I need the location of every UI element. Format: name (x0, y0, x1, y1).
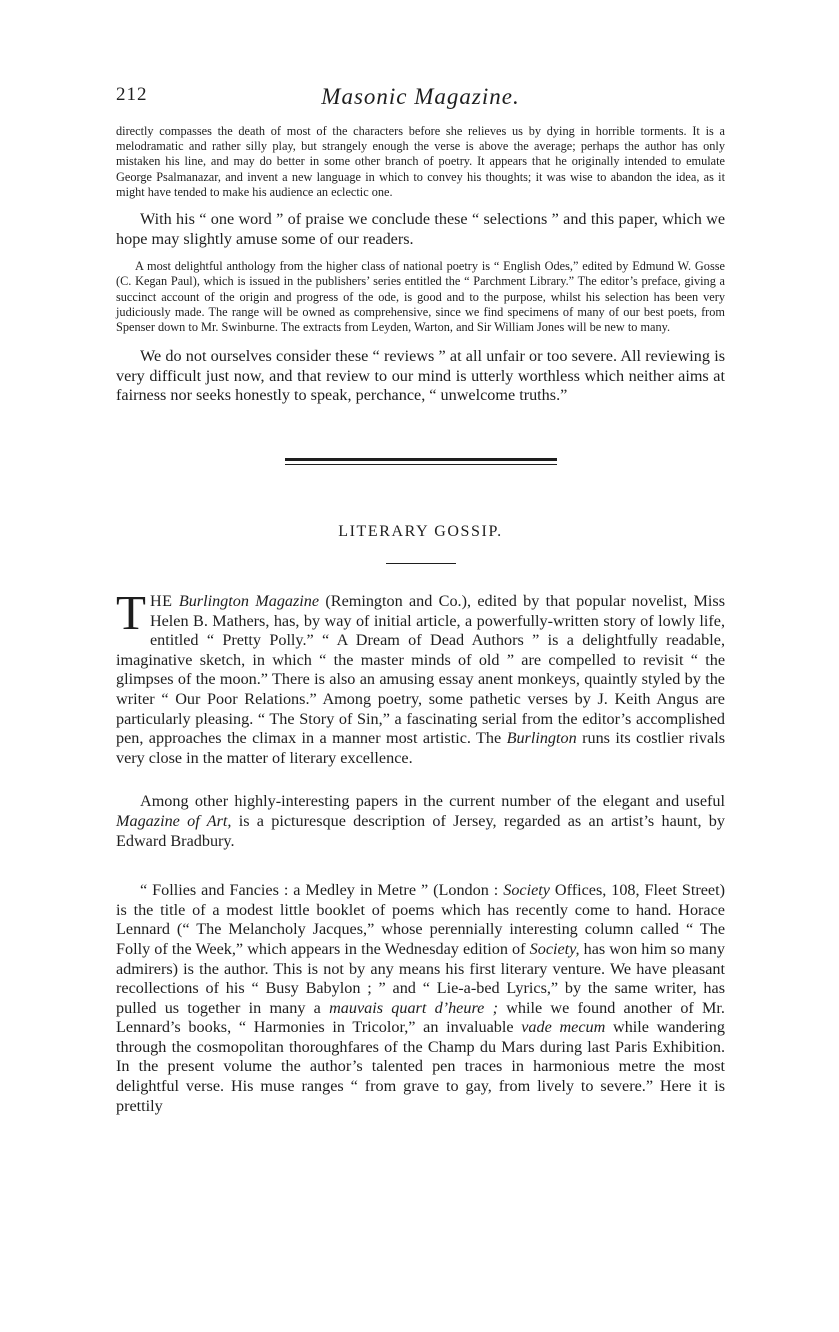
art-text-1: Among other highly-interesting papers in the current number of the elegant and useful (140, 792, 725, 811)
italic-vade-mecum: vade mecum (521, 1018, 606, 1037)
divider-thick-rule (285, 458, 557, 461)
heading-underline (386, 563, 456, 564)
section-heading: LITERARY GOSSIP. (338, 523, 503, 540)
page-number: 212 (116, 84, 148, 105)
divider-thin-rule (285, 464, 557, 465)
section-divider (285, 458, 557, 465)
follies-text-2: Offices, 108, Fleet Street) is the title of a modest little booklet of poems which has recently come to hand. Horace Lennard (“ The Melancholy Jacques,” whose perennially interesting column called “ The Folly of the Week,” which appears in the Wednesday edition of (116, 881, 725, 958)
reviewing-remark-paragraph: We do not ourselves consider these “ reviews ” at all unfair or too severe. All reviewing is very difficult just now, and that review to our mind is utterly worthless which neither aims at fairness nor seeks honestly to speak, perchance, “ unwelcome truths.” (116, 347, 725, 405)
italic-mauvais-quart: mauvais quart d’heure ; (329, 998, 498, 1017)
page-header (116, 84, 725, 124)
gossip-paragraph-magazine-of-art (116, 792, 725, 851)
gossip-paragraph-follies-and-fancies (116, 881, 725, 1116)
italic-society-1: Society (503, 881, 550, 900)
burlington-text-1: (Remington and Co.), edited by that popular novelist, Miss Helen B. Mathers, has, by way of initial article, a powerfully-written story of lowly life, entitled “ Pretty Polly.” “ A Dream of Dead Authors ” is a delightfully readable, imaginative sketch, in which “ the master minds of old ” are compelled to revisit “ the glimpses of the moon.” There is also an amusing essay anent monkeys, quaintly styled by the writer “ Our Poor Relations.” Among poetry, some pathetic verses by J. Keith Angus are particularly pleasing. “ The Story of Sin,” a fascinating serial from the editor’s accomplished pen, approaches the climax in a manner most artistic. The (116, 592, 725, 748)
title-burlington: Burlington (506, 729, 577, 748)
follies-text-1: “ Follies and Fancies : a Medley in Metre ” (London : (140, 881, 504, 900)
follies-text-4: while we found another of Mr. Lennard’s books, “ Harmonies in Tricolor,” an invaluable (116, 998, 725, 1037)
title-magazine-of-art: Magazine of Art, (116, 811, 232, 830)
follies-text-3: has won him so many admirers) is the author. This is not by any means his first literary venture. We have pleasant recollections of his “ Busy Babylon ; ” and “ Lie-a-bed Lyrics,” by the same writer, has pulled us together in many a (116, 939, 725, 1017)
running-title: Masonic Magazine. (321, 84, 520, 109)
follies-text-5: while wandering through the cosmopolitan thoroughfares of the Champ du Mars during last Paris Exhibition. In the present volume the author’s talented pen traces in harmonious metre the most delightful verse. His muse ranges “ from grave to gay, from lively to severe.” Here it is prettily (116, 1018, 725, 1115)
gossip-paragraph-burlington (116, 585, 725, 768)
conclusion-paragraph: With his “ one word ” of praise we conclude these “ selections ” and this paper, which we hope may slightly amuse some of our readers. (116, 210, 725, 248)
first-word-rest: HE (149, 592, 173, 610)
review-closing-paragraph: directly compasses the death of most of the characters before she relieves us by dying in horrible torments. It is a melodramatic and rather silly play, but strangely enough the verse is above the average; perhaps the author has only mistaken his line, and may do better in some other branch of poetry. It appears that he originally intended to emulate George Psalmanazar, and invent a new language in which to convey his thoughts; it was wise to abandon the idea, as it might have tended to make his audience an eclectic one. (116, 124, 725, 199)
art-text-2: is a picturesque description of Jersey, regarded as an artist’s haunt, by Edward Bradbury. (116, 811, 725, 850)
title-burlington-magazine: Burlington Magazine (178, 592, 320, 610)
burlington-text-2: runs its costlier rivals very close in the matter of literary excellence. (116, 729, 725, 767)
drop-cap: T (116, 585, 146, 640)
english-odes-review: A most delightful anthology from the higher class of national poetry is “ English Odes,” edited by Edmund W. Gosse (C. Kegan Paul), which is issued in the publishers’ series entitled the “ Parchment Library.” The editor’s preface, giving a succinct account of the origin and progress of the ode, is good and to the purpose, whilst his selection has been very judiciously made. The range will be owned as comprehensive, since we find specimens of many of our best poets, from Spenser down to Mr. Swinburne. The extracts from Leyden, Warton, and Sir William Jones will be new to many. (116, 259, 725, 335)
italic-society-2: Society, (529, 939, 580, 958)
